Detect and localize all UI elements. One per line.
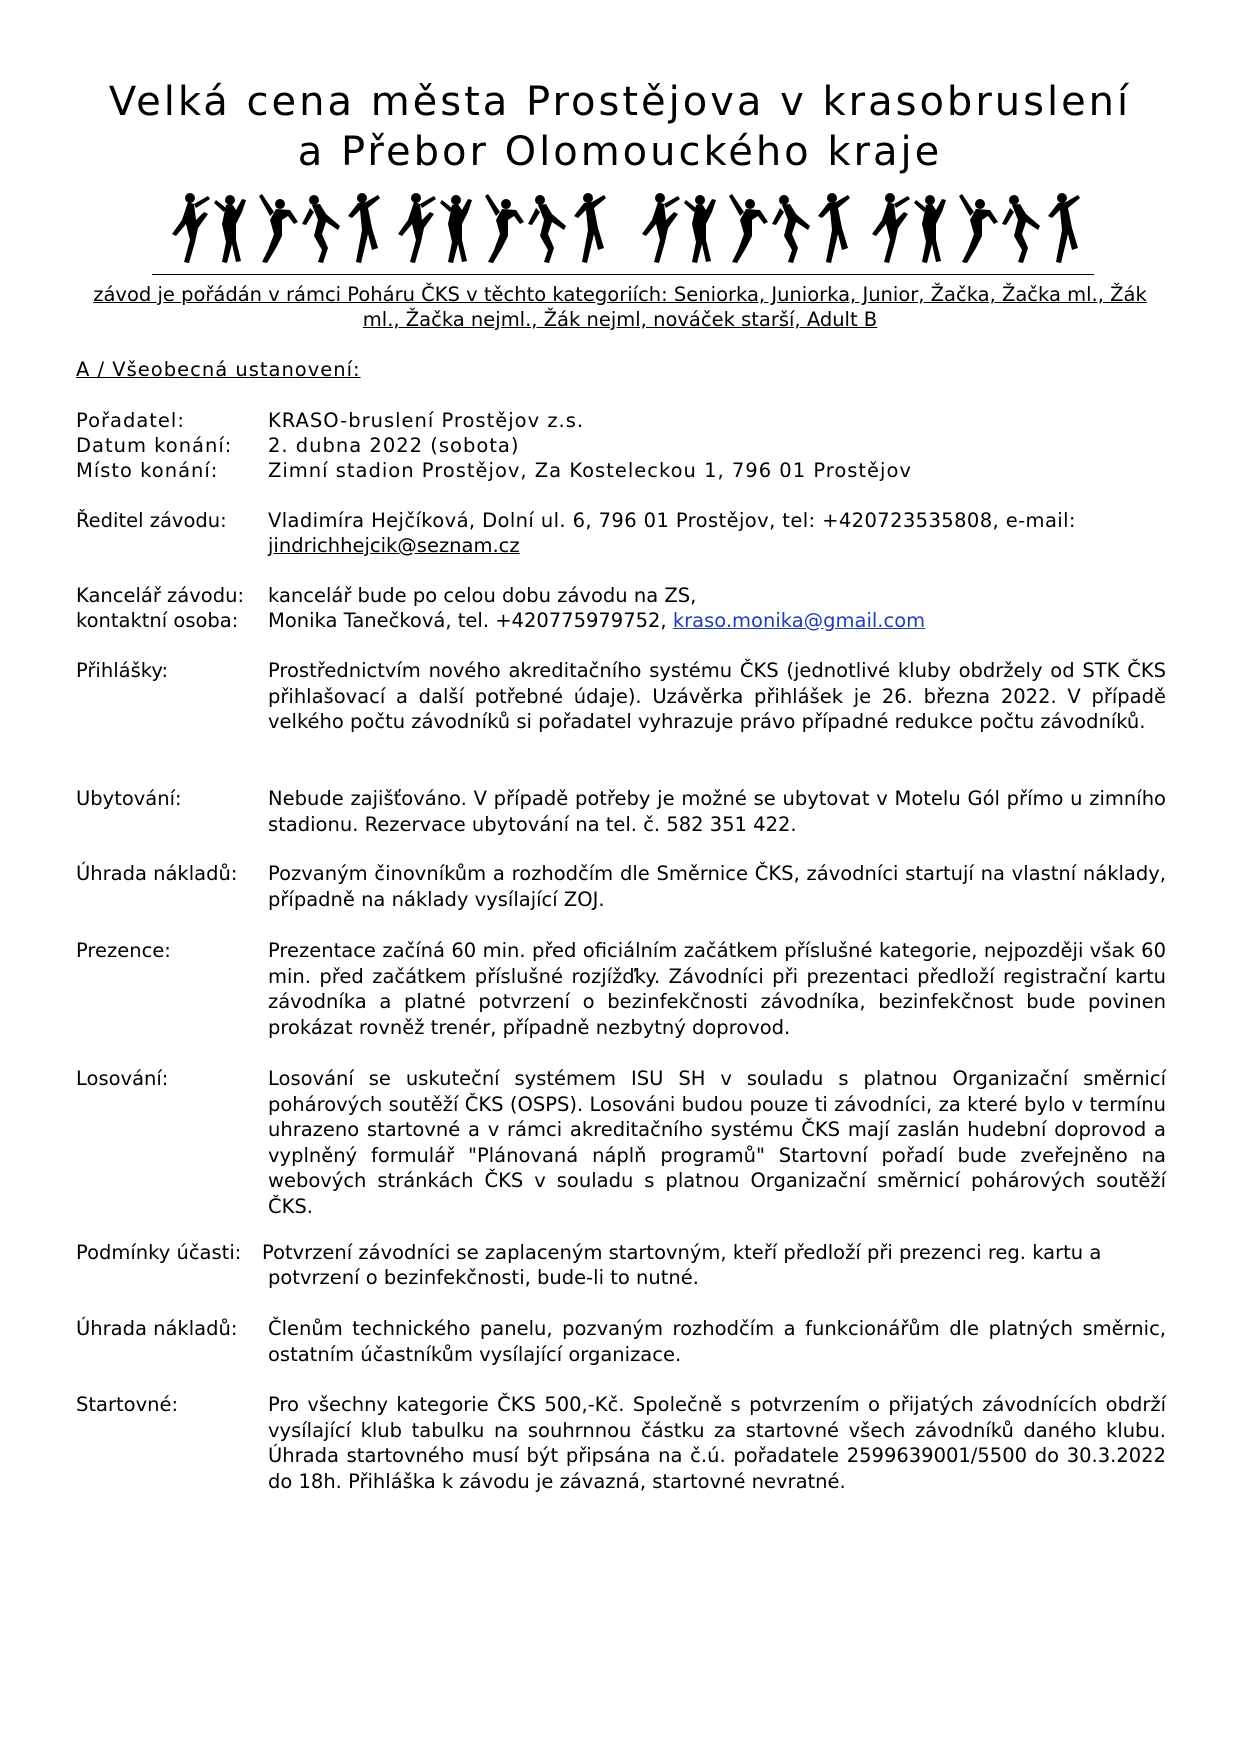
label-podminky: Podmínky účasti: bbox=[76, 1241, 242, 1264]
section-heading-general: A / Všeobecná ustanovení: bbox=[76, 358, 361, 381]
document-title-line1: Velká cena města Prostějova v krasobruslení bbox=[108, 79, 1132, 125]
label-losovani: Losování: bbox=[76, 1067, 169, 1090]
text-ubytovani: Nebude zajišťováno. V případě potřeby je možné se ubytovat v Motelu Gól přímo u zimního stadionu. Rezervace ubytování na tel. č. 582 351 422. bbox=[268, 787, 1166, 836]
label-prezence: Prezence: bbox=[76, 939, 171, 962]
text-uhrada-nakladu-1: Pozvaným činovníkům a rozhodčím dle Směrnice ČKS, závodníci startují na vlastní náklady, případně na náklady vysílající ZOJ. bbox=[268, 862, 1166, 911]
value-kontakt bbox=[268, 608, 1166, 634]
text-uhrada-nakladu-2: Členům technického panelu, pozvaným rozhodčím a funkcionářům dle platných směrnic, ostatním účastníkům vysílající organizace. bbox=[268, 1317, 1166, 1366]
value-datum: 2. dubna 2022 (sobota) bbox=[268, 434, 520, 457]
skater-silhouettes-banner bbox=[168, 190, 1088, 266]
value-reditel: Vladimíra Hejčíková, Dolní ul. 6, 796 01 Prostějov, tel: +420723535808, e-mail: bbox=[268, 509, 1076, 532]
label-ubytovani: Ubytování: bbox=[76, 787, 182, 810]
value-misto: Zimní stadion Prostějov, Za Kosteleckou 1, 796 01 Prostějov bbox=[268, 459, 912, 482]
label-kancelar: Kancelář závodu: bbox=[76, 584, 245, 607]
value-kancelar: kancelář bude po celou dobu závodu na ZS, bbox=[268, 584, 697, 607]
label-uhrada-nakladu-1: Úhrada nákladů: bbox=[76, 862, 238, 885]
text-podminky-line1: Potvrzení závodníci se zaplaceným startovným, kteří předloží při prezenci reg. kartu a bbox=[262, 1241, 1102, 1264]
label-misto: Místo konání: bbox=[76, 459, 219, 482]
text-podminky-line2: potvrzení o bezinfekčnosti, bude-li to nutné. bbox=[268, 1266, 699, 1289]
kontakt-email-link[interactable]: kraso.monika@gmail.com bbox=[672, 609, 926, 632]
label-poradatel: Pořadatel: bbox=[76, 409, 185, 432]
document-title-line2: a Přebor Olomouckého kraje bbox=[297, 129, 943, 175]
title-divider bbox=[152, 274, 1094, 275]
label-datum: Datum konání: bbox=[76, 434, 233, 457]
text-losovani: Losování se uskuteční systémem ISU SH v souladu s platnou Organizační směrnicí pohárových soutěží ČKS (OSPS). Losováni budou pouze ti závodníci, za které bylo v termínu uhrazeno startovné a v rámci akreditačního systému ČKS mají zaslán hudební doprovod a vyplněný formulář "Plánovaná náplň programů" Startovní pořadí bude zveřejněno na webových stránkách ČKS v souladu s platnou Organizační směrnicí pohárových soutěží ČKS. bbox=[268, 1067, 1166, 1218]
reditel-email-link[interactable]: jindrichhejcik@seznam.cz bbox=[268, 534, 520, 557]
text-prezence: Prezentace začíná 60 min. před oficiálním začátkem příslušné kategorie, nejpozději však 60 min. před začátkem příslušné rozjížďky. Závodníci při prezentaci předloží registrační kartu závodníka a platné potvrzení o bezinfekčnosti závodníka, bezinfekčnost bude povinen prokázat rovněž trenér, případně nezbytný doprovod. bbox=[268, 939, 1166, 1039]
text-prihlasky: Prostřednictvím nového akreditačního systému ČKS (jednotlivé kluby obdržely od STK ČKS přihlašovací a další potřebné údaje). Uzávěrka přihlášek je 26. března 2022. V případě velkého počtu závodníků si pořadatel vyhrazuje právo případné redukce počtu závodníků. bbox=[268, 659, 1166, 733]
categories-intro: závod je pořádán v rámci Poháru ČKS v těchto kategoriích: Seniorka, Juniorka, Junior, Žačka, Žačka ml., Žák ml., Žačka nejml., Žák nejml, nováček starší, Adult B bbox=[93, 283, 1147, 331]
label-reditel: Ředitel závodu: bbox=[76, 509, 227, 532]
kontakt-text: Monika Tanečková, tel. +420775979752, bbox=[268, 609, 667, 632]
label-startovne: Startovné: bbox=[76, 1393, 179, 1416]
label-kontakt: kontaktní osoba: bbox=[76, 609, 239, 632]
label-uhrada-nakladu-2: Úhrada nákladů: bbox=[76, 1317, 238, 1340]
label-prihlasky: Přihlášky: bbox=[76, 659, 169, 682]
value-poradatel: KRASO-bruslení Prostějov z.s. bbox=[268, 409, 585, 432]
text-startovne: Pro všechny kategorie ČKS 500,-Kč. Společně s potvrzením o přijatých závodnících obdrží vysílající klub tabulku na souhrnnou částku za startovné všech závodníků daného klubu. Úhrada startovného musí být připsána na č.ú. pořadatele 2599639001/5500 do 30.3.2022 do 18h. Přihláška k závodu je závazná, startovné nevratné. bbox=[268, 1393, 1166, 1493]
